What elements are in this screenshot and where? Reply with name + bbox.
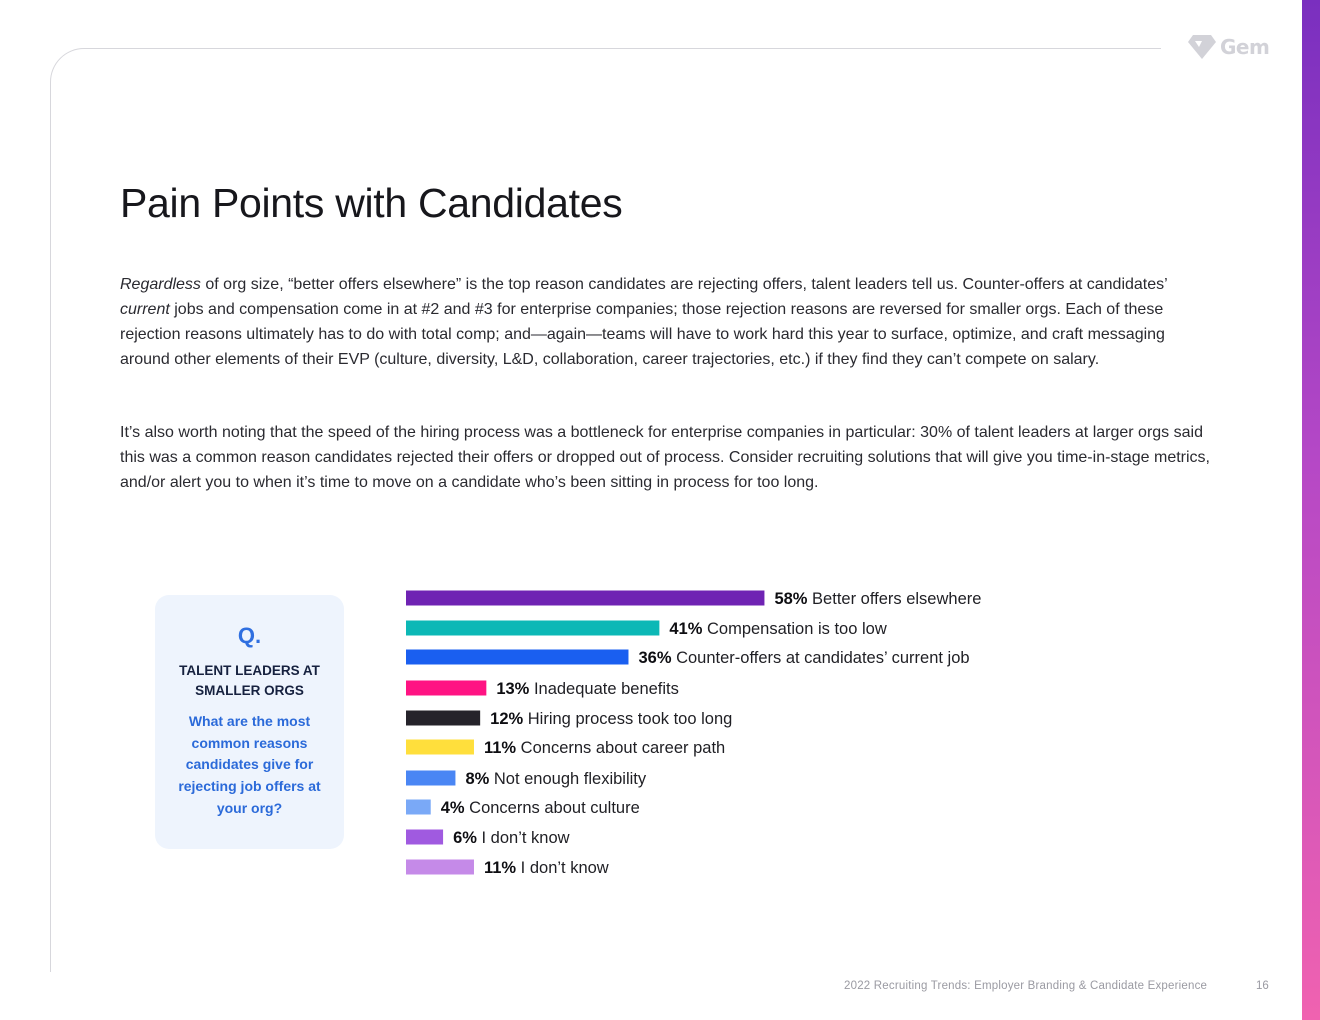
bar-category-label: Concerns about culture: [469, 799, 640, 817]
bar-7: [406, 771, 455, 786]
bar-category-label: Concerns about career path: [520, 739, 726, 757]
bar-category-label: Counter-offers at candidates’ current job: [676, 649, 970, 667]
bar-label-7: [465, 770, 646, 788]
bar-value-label: 11%: [483, 859, 521, 877]
bar-label-5: [490, 710, 732, 728]
bar-category-label: I don’t know: [481, 829, 570, 847]
bar-value-label: 36%: [638, 649, 677, 667]
bar-4: [406, 681, 486, 696]
page-title: Pain Points with Candidates: [120, 180, 623, 226]
bar-category-label: I don’t know: [520, 859, 609, 877]
bar-5: [406, 711, 480, 726]
speed-paragraph: It’s also worth noting that the speed of the hiring process was a bottleneck for enterprise companies in particular: 30% of talent leaders at larger orgs said this was a common reason candidates rejected their offers or dropped out of process. Consider recruiting solutions that will give you time-in-stage metrics, and/or alert you to when it’s time to move on a candidate who’s been sitting in process for too long.: [120, 424, 1210, 491]
bar-label-6: [484, 739, 725, 757]
question-text: What are the most common reasons candidates give for rejecting job offers at your org?: [178, 713, 321, 816]
bar-9: [406, 830, 443, 845]
bar-8: [406, 800, 431, 815]
bar-label-10: [484, 859, 609, 877]
bar-10: [406, 860, 474, 875]
bar-6: [406, 740, 474, 755]
footer-text: 2022 Recruiting Trends: Employer Branding & Candidate Experience: [844, 980, 1208, 992]
bar-label-4: [496, 680, 679, 698]
emphasis-regardless: Regardless: [120, 276, 201, 293]
bar-label-1: [774, 590, 981, 608]
emphasis-current: current: [120, 301, 170, 318]
bar-label-2: [669, 620, 886, 638]
page-number: 16: [1256, 980, 1269, 992]
bar-value-label: 8%: [465, 770, 494, 788]
intro-text-a: of org size, “better offers elsewhere” is the top reason candidates are rejecting offers, talent leaders tell us. Counter-offers at candidates’: [200, 276, 1168, 293]
bar-value-label: 4%: [440, 799, 470, 817]
bar-category-label: Hiring process took too long: [527, 710, 733, 728]
bar-category-label: Better offers elsewhere: [812, 590, 982, 608]
bar-3: [406, 650, 628, 665]
intro-text-b: jobs and compensation come in at #2 and #3 for enterprise companies; those rejection reasons are reversed for smaller orgs. Each of these rejection reasons ultimately has to do with total comp; and—again—teams will have to work hard this year to surface, optimize, and craft messaging around other elements of their EVP (culture, diversity, L&D, collaboration, career trajectories, etc.) if they find they can’t compete on salary.: [120, 301, 1165, 368]
bar-2: [406, 621, 659, 636]
question-audience: TALENT LEADERS AT SMALLER ORGS: [179, 663, 320, 698]
bar-label-9: [453, 829, 570, 847]
bar-value-label: 13%: [496, 680, 534, 698]
bar-1: [406, 591, 764, 606]
bar-value-label: 41%: [669, 620, 707, 638]
bar-category-label: Inadequate benefits: [533, 680, 679, 698]
bar-category-label: Not enough flexibility: [493, 770, 647, 788]
bar-value-label: 6%: [453, 829, 482, 847]
bar-category-label: Compensation is too low: [706, 620, 887, 638]
bar-value-label: 58%: [774, 590, 813, 608]
bar-label-8: [441, 799, 640, 817]
bar-label-3: [638, 649, 969, 667]
question-mark-label: Q.: [237, 623, 262, 648]
logo-text: Gem: [1220, 35, 1270, 59]
bar-value-label: 11%: [483, 739, 521, 757]
bar-value-label: 12%: [490, 710, 528, 728]
